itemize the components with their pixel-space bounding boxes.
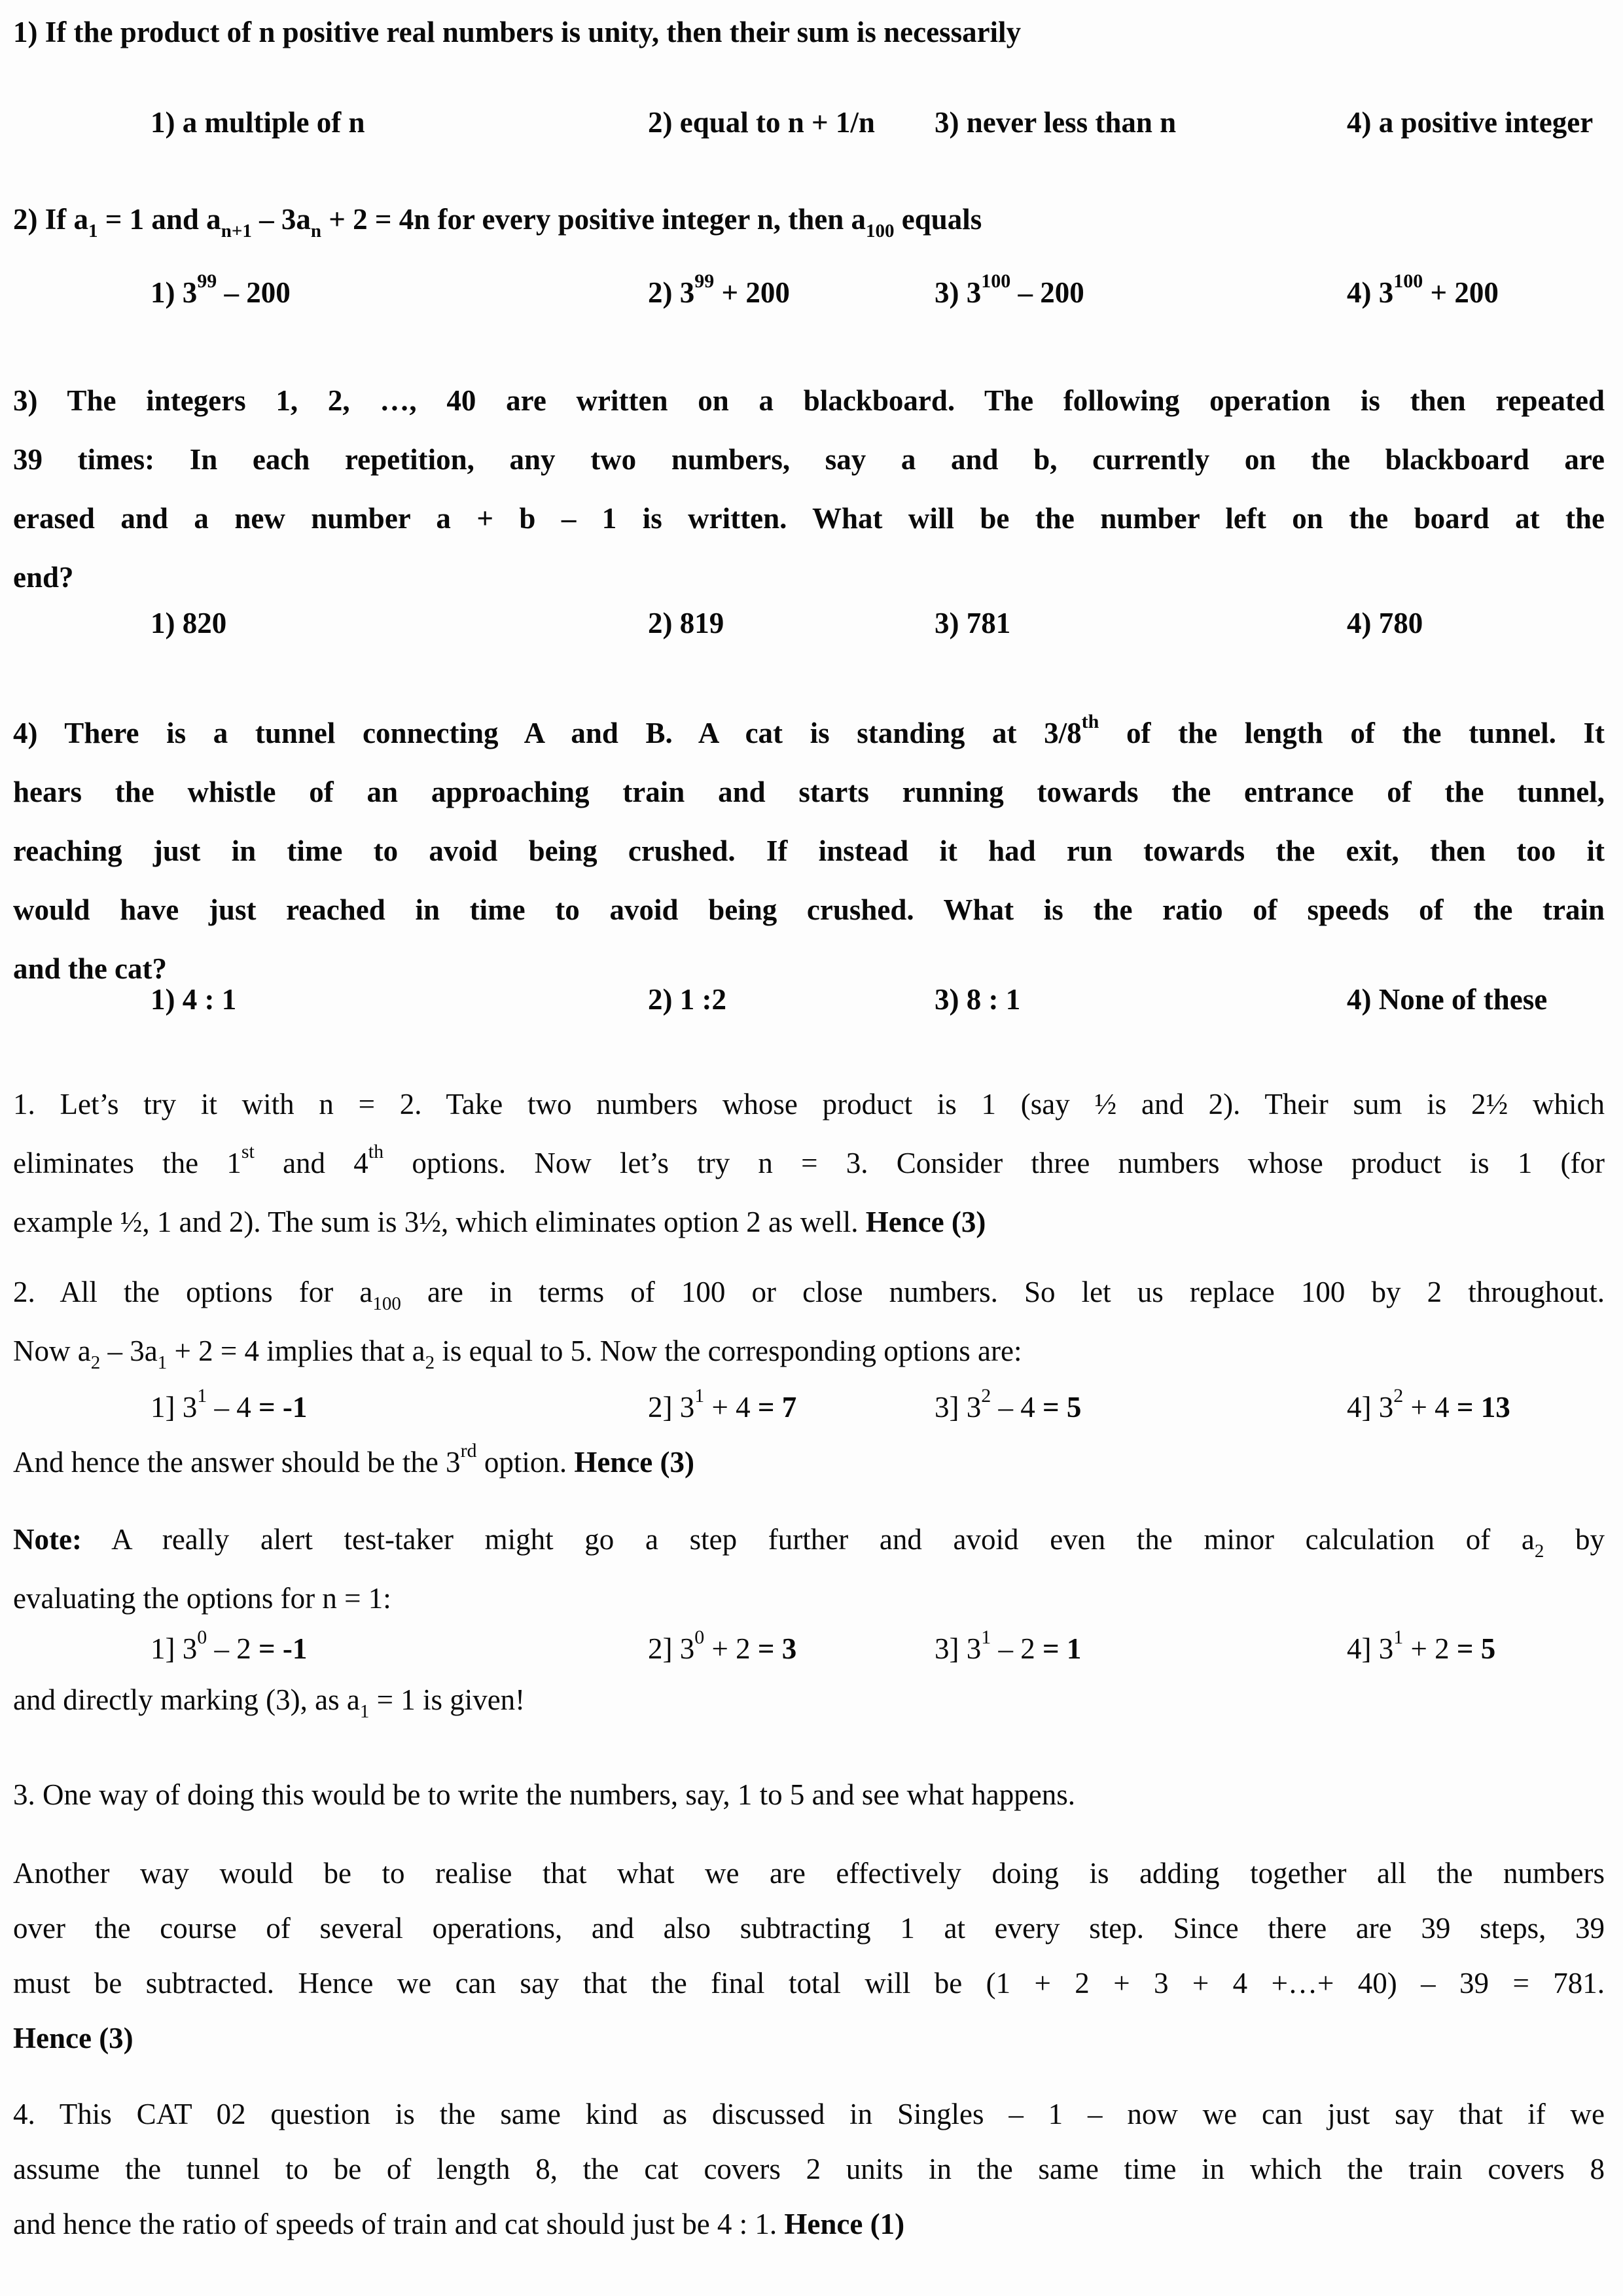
question-1-options [0,93,1623,153]
solution-3-body [13,1846,1605,2066]
solution-1 [13,1075,1605,1251]
text-line: example ½, 1 and 2). The sum is 3½, which eliminates option 2 as well. Hence (3) [13,1206,986,1238]
text-line: end? [13,561,74,594]
question-1-stem [13,3,1605,62]
question-3-options [0,594,1623,654]
text-line: erased and a new number a + b – 1 is written. What will be the number left on the board at the [13,502,1605,535]
question-2-options [0,263,1623,323]
option-q1-1: 1) a multiple of n [151,106,365,139]
text-line: and hence the ratio of speeds of train and cat should just be 4 : 1. Hence (1) [13,2208,905,2240]
option-q2-2: 2) $3^{99} + 200$ [648,270,790,309]
solution-4 [13,2087,1605,2251]
option-q4-3: 3) 8 : 1 [935,983,1021,1016]
note-conclusion [13,1670,1605,1729]
option-s2-3: 3] $3^2 - 4 = 5$ [935,1385,1082,1424]
option-s2-2: 2] $3^1 + 4 = 7$ [648,1385,797,1424]
option-note-2: 2] $3^0 + 2 = 3$ [648,1626,797,1665]
option-q1-4: 4) a positive integer [1347,106,1594,139]
option-q4-1: 1) 4 : 1 [151,983,237,1016]
option-q3-3: 3) 781 [935,607,1011,639]
text-line: 2) If $a_1 = 1$ and $a_{n+1} - 3a_n + 2 = 4n$ for every positive integer n, then $a_{100}$ equals [13,203,982,242]
text-line: Note: A really alert test-taker might go a step further and avoid even the minor calculation of $a_2$ by [13,1523,1605,1562]
text-line: reaching just in time to avoid being crushed. If instead it had run towards the exit, then too it [13,834,1605,867]
option-s2-4: 4] $3^2 + 4 = 13$ [1347,1385,1510,1424]
option-q2-4: 4) $3^{100} + 200$ [1347,270,1499,309]
text-line: hears the whistle of an approaching train and starts running towards the entrance of the tunnel, [13,776,1605,808]
option-q1-3: 3) never less than n [935,106,1177,139]
text-line: would have just reached in time to avoid being crushed. What is the ratio of speeds of the train [13,893,1605,926]
text-line: evaluating the options for n = 1: [13,1582,391,1615]
option-s2-1: 1] $3^1 - 4 = -1$ [151,1385,308,1424]
text-line: Now $a_2 - 3a_1 + 2 = 4$ implies that $a_2$ is equal to 5. Now the corresponding options are: [13,1335,1022,1373]
option-note-1: 1] $3^0 - 2 = -1$ [151,1626,308,1665]
option-q2-3: 3) $3^{100} - 200$ [935,270,1084,309]
text-line: Hence (3) [13,2022,134,2054]
option-q3-1: 1) 820 [151,607,227,639]
question-4-options [0,970,1623,1030]
text-line: over the course of several operations, and also subtracting 1 at every step. Since there are 39 steps, 39 [13,1912,1605,1945]
option-note-4: 4] $3^1 + 2 = 5$ [1347,1626,1496,1665]
solution-3-intro [13,1765,1605,1824]
option-q2-1: 1) $3^{99} - 200$ [151,270,291,309]
text-line: 1) If the product of n positive real numbers is unity, then their sum is necessarily [13,16,1022,48]
text-line: must be subtracted. Hence we can say that the final total will be (1 + 2 + 3 + 4 +…+ 40) – 39 = 781. [13,1967,1605,2000]
question-3-stem [13,371,1605,607]
solution-2-options [0,1378,1623,1438]
option-q3-4: 4) 780 [1347,607,1423,639]
text-line: 4) There is a tunnel connecting A and B. A cat is standing at 3/8th of the length of the tunnel. It [13,711,1605,749]
question-2-stem [13,190,1605,249]
option-q4-4: 4) None of these [1347,983,1548,1016]
text-line: 1. Let’s try it with n = 2. Take two numbers whose product is 1 (say ½ and 2). Their sum is 2½ which [13,1088,1605,1121]
solution-2-conclusion [13,1433,1605,1492]
text-line: and the cat? [13,952,167,985]
text-line: And hence the answer should be the 3rd option. Hence (3) [13,1440,694,1479]
option-q3-2: 2) 819 [648,607,724,639]
solution-2-intro [13,1263,1605,1380]
text-line: 2. All the options for $a_{100}$ are in terms of 100 or close numbers. So let us replace 100 by 2 throughout. [13,1276,1605,1314]
text-line: 39 times: In each repetition, any two numbers, say a and b, currently on the blackboard are [13,443,1605,476]
option-q4-2: 2) 1 :2 [648,983,726,1016]
text-line: Another way would be to realise that what we are effectively doing is adding together all the numbers [13,1857,1605,1890]
text-line: 3. One way of doing this would be to write the numbers, say, 1 to 5 and see what happens. [13,1778,1076,1811]
text-line: 4. This CAT 02 question is the same kind as discussed in Singles – 1 – now we can just say that if we [13,2098,1605,2130]
note-intro [13,1510,1605,1628]
text-line: and directly marking (3), as $a_1 = 1$ is given! [13,1683,526,1722]
text-line: eliminates the 1st and 4th options. Now let’s try n = 3. Consider three numbers whose product is 1 (for [13,1141,1605,1179]
option-q1-2: 2) equal to n + 1/n [648,106,875,139]
option-note-3: 3] $3^1 - 2 = 1$ [935,1626,1082,1665]
question-4-stem [13,704,1605,998]
text-line: 3) The integers 1, 2, …, 40 are written on a blackboard. The following operation is then repeated [13,384,1605,417]
text-line: assume the tunnel to be of length 8, the cat covers 2 units in the same time in which the train covers 8 [13,2153,1605,2185]
